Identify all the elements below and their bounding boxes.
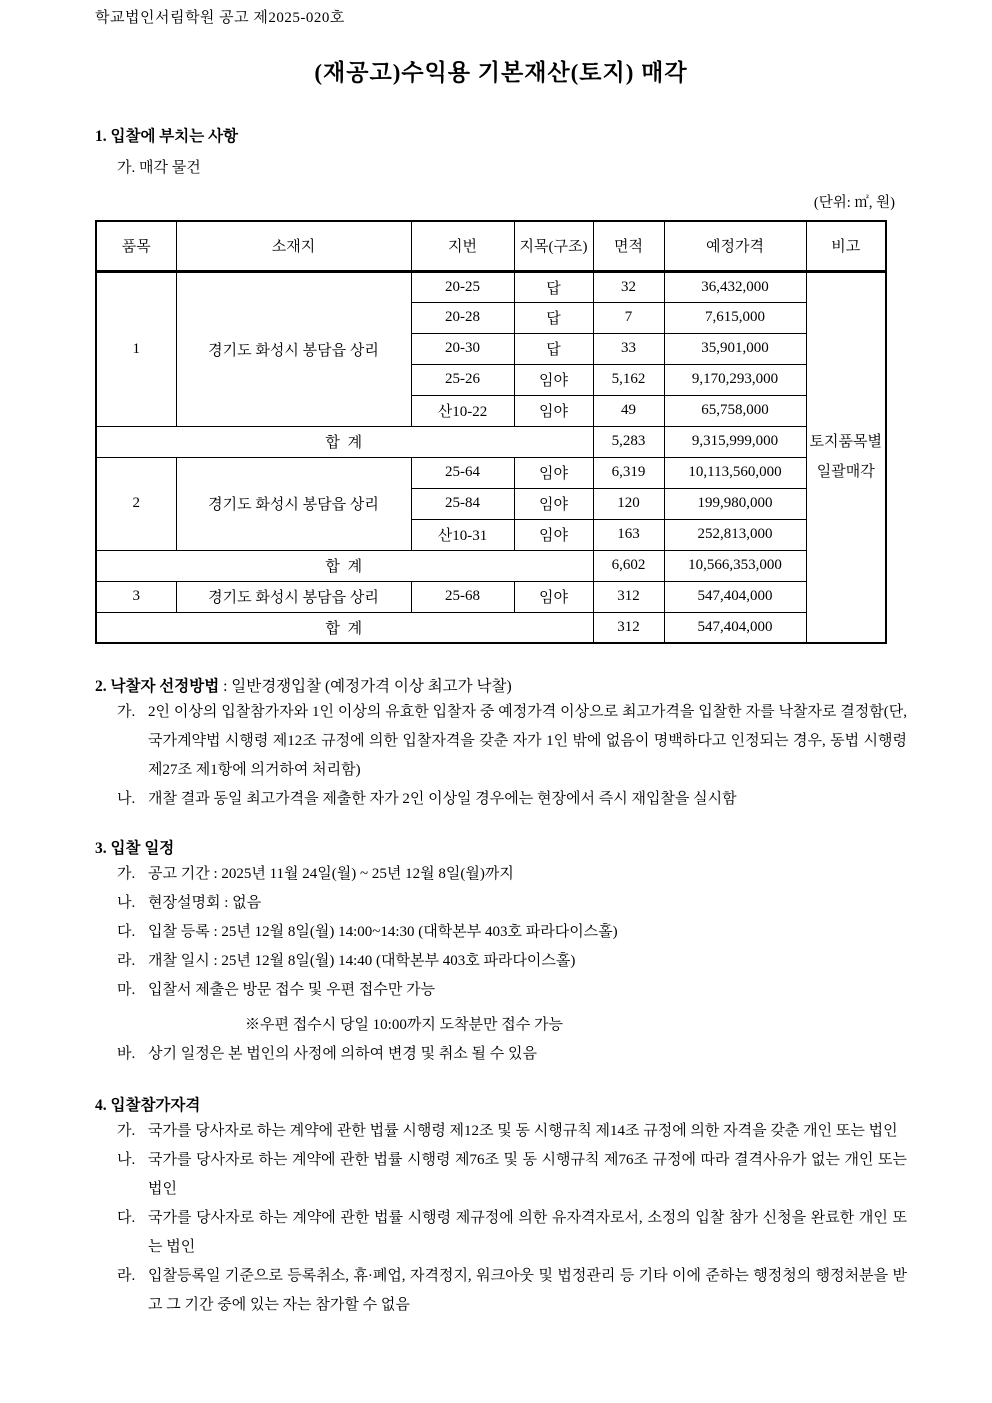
section4-item-ra — [95, 1262, 907, 1320]
cell-jibun: 25-26 — [411, 364, 514, 395]
cell-total-label: 합 계 — [96, 426, 593, 457]
section2-heading-rest: : 일반경쟁입찰 (예정가격 이상 최고가 낙찰) — [219, 678, 512, 695]
table-total-row — [96, 426, 886, 457]
section3-item-ra — [95, 947, 907, 976]
item-marker: 다. — [117, 1210, 136, 1226]
cell-category: 임야 — [514, 519, 593, 550]
item-text: 상기 일정은 본 법인의 사정에 의하여 변경 및 취소 될 수 있음 — [148, 1046, 538, 1062]
item-text: 2인 이상의 입찰참가자와 1인 이상의 유효한 입찰자 중 예정가격 이상으로 최고가격을 입찰한 자를 낙찰자로 결정함(단, 국가계약법 시행령 제12조 규정에 의한 입찰자격을 갖춘 자가 1인 밖에 없음이 명백하다고 인정되는 경우, 동법 시행령 제27조 제1항에 의거하여 처리함) — [148, 704, 907, 778]
section1-sub-marker: 가. — [117, 160, 136, 176]
item-marker: 라. — [117, 953, 136, 969]
cell-area: 163 — [593, 519, 664, 550]
remark-line-2: 일괄매각 — [816, 464, 875, 481]
section4-heading-text: 4. 입찰참가자격 — [95, 1097, 201, 1114]
section1-heading — [95, 126, 907, 148]
col-header-item: 품목 — [96, 221, 176, 271]
cell-location: 경기도 화성시 봉담읍 상리 — [176, 581, 411, 612]
item-text: 국가를 당사자로 하는 계약에 관한 법률 시행령 제76조 및 동 시행규칙 제76조 규정에 따라 결격사유가 없는 개인 또는 법인 — [148, 1152, 907, 1197]
section2-item-ga — [95, 698, 907, 785]
cell-total-area: 312 — [593, 612, 664, 643]
item-text: 공고 기간 : 2025년 11월 24일(월) ~ 25년 12월 8일(월)까지 — [148, 866, 514, 882]
page-title: (재공고)수익용 기본재산(토지) 매각 — [314, 60, 688, 85]
cell-total-price: 547,404,000 — [664, 612, 806, 643]
cell-jibun: 20-30 — [411, 333, 514, 364]
document-content — [95, 0, 907, 1320]
item-text: 개찰 일시 : 25년 12월 8일(월) 14:40 (대학본부 403호 파라다이스홀) — [148, 953, 576, 969]
sale-items-table — [95, 220, 887, 644]
item-marker: 마. — [117, 982, 136, 998]
cell-jibun: 산10-31 — [411, 519, 514, 550]
col-header-remark: 비고 — [806, 221, 886, 271]
cell-total-area: 5,283 — [593, 426, 664, 457]
table-row — [96, 271, 886, 302]
cell-price: 547,404,000 — [664, 581, 806, 612]
cell-category: 답 — [514, 333, 593, 364]
section3-heading — [95, 838, 907, 860]
cell-item-no: 3 — [96, 581, 176, 612]
cell-total-label: 합 계 — [96, 550, 593, 581]
table-total-row — [96, 550, 886, 581]
col-header-category: 지목(구조) — [514, 221, 593, 271]
doc-number: 학교법인서림학원 공고 제2025-020호 — [95, 10, 345, 26]
cell-jibun: 25-84 — [411, 488, 514, 519]
item-text: 개찰 결과 동일 최고가격을 제출한 자가 2인 이상일 경우에는 현장에서 즉시 재입찰을 실시함 — [148, 791, 737, 807]
cell-category: 임야 — [514, 488, 593, 519]
cell-total-price: 9,315,999,000 — [664, 426, 806, 457]
item-marker: 나. — [117, 791, 136, 807]
cell-price: 65,758,000 — [664, 395, 806, 426]
cell-area: 120 — [593, 488, 664, 519]
cell-area: 312 — [593, 581, 664, 612]
remark-line-1: 토지품목별 — [809, 434, 882, 451]
cell-jibun: 산10-22 — [411, 395, 514, 426]
col-header-location: 소재지 — [176, 221, 411, 271]
section1-heading-text: 1. 입찰에 부치는 사항 — [95, 128, 239, 145]
section3-item-na — [95, 889, 907, 918]
section4-heading — [95, 1095, 907, 1117]
cell-jibun: 25-64 — [411, 457, 514, 488]
item-marker: 라. — [117, 1268, 136, 1284]
item-text: 입찰서 제출은 방문 접수 및 우편 접수만 가능 — [148, 982, 436, 998]
item-marker: 다. — [117, 924, 136, 940]
cell-total-area: 6,602 — [593, 550, 664, 581]
section4-item-da — [95, 1204, 907, 1262]
cell-price: 252,813,000 — [664, 519, 806, 550]
cell-jibun: 20-28 — [411, 302, 514, 333]
section3-item-ga — [95, 860, 907, 889]
cell-total-price: 10,566,353,000 — [664, 550, 806, 581]
unit-note: (단위: ㎡, 원) — [813, 195, 895, 211]
postal-note: ※우편 접수시 당일 10:00까지 도착분만 접수 가능 — [245, 1017, 563, 1033]
cell-category: 임야 — [514, 457, 593, 488]
item-text: 국가를 당사자로 하는 계약에 관한 법률 시행령 제12조 및 동 시행규칙 제14조 규정에 의한 자격을 갖춘 개인 또는 법인 — [148, 1123, 898, 1139]
section1-subitem — [95, 157, 907, 179]
item-marker: 바. — [117, 1046, 136, 1062]
item-text: 현장설명회 : 없음 — [148, 895, 262, 911]
table-header-row — [96, 221, 886, 271]
cell-area: 6,319 — [593, 457, 664, 488]
section3-item-ba — [95, 1040, 907, 1069]
item-marker: 나. — [117, 1152, 136, 1168]
item-marker: 가. — [117, 866, 136, 882]
item-text: 국가를 당사자로 하는 계약에 관한 법률 시행령 제규정에 의한 유자격자로서, 소정의 입찰 참가 신청을 완료한 개인 또는 법인 — [148, 1210, 907, 1255]
cell-location: 경기도 화성시 봉담읍 상리 — [176, 271, 411, 426]
section3-item-ma — [95, 976, 907, 1005]
cell-area: 7 — [593, 302, 664, 333]
cell-price: 9,170,293,000 — [664, 364, 806, 395]
section4-item-na — [95, 1146, 907, 1204]
cell-jibun: 25-68 — [411, 581, 514, 612]
cell-item-no: 1 — [96, 271, 176, 426]
section3-item-da — [95, 918, 907, 947]
item-marker: 가. — [117, 1123, 136, 1139]
cell-category: 답 — [514, 271, 593, 302]
section3-heading-text: 3. 입찰 일정 — [95, 840, 175, 857]
cell-area: 33 — [593, 333, 664, 364]
table-total-row — [96, 612, 886, 643]
item-marker: 나. — [117, 895, 136, 911]
section2-item-na — [95, 785, 907, 814]
cell-item-no: 2 — [96, 457, 176, 550]
section2-heading-bold: 2. 낙찰자 선정방법 — [95, 678, 220, 695]
cell-price: 199,980,000 — [664, 488, 806, 519]
cell-area: 32 — [593, 271, 664, 302]
section4-item-ga — [95, 1117, 907, 1146]
cell-location: 경기도 화성시 봉담읍 상리 — [176, 457, 411, 550]
cell-category: 임야 — [514, 581, 593, 612]
cell-category: 임야 — [514, 395, 593, 426]
cell-category: 임야 — [514, 364, 593, 395]
cell-price: 7,615,000 — [664, 302, 806, 333]
cell-remark — [806, 271, 886, 643]
cell-area: 5,162 — [593, 364, 664, 395]
table-row — [96, 457, 886, 488]
item-text: 입찰 등록 : 25년 12월 8일(월) 14:00~14:30 (대학본부 403호 파라다이스홀) — [148, 924, 618, 940]
cell-area: 49 — [593, 395, 664, 426]
cell-category: 답 — [514, 302, 593, 333]
item-text: 입찰등록일 기준으로 등록취소, 휴·폐업, 자격정지, 워크아웃 및 법정관리 등 기타 이에 준하는 행정청의 행정처분을 받고 그 기간 중에 있는 자는 참가할 수 없음 — [148, 1268, 907, 1313]
cell-total-label: 합 계 — [96, 612, 593, 643]
table-row — [96, 581, 886, 612]
item-marker: 가. — [117, 704, 136, 720]
cell-price: 35,901,000 — [664, 333, 806, 364]
section2-heading — [95, 676, 907, 698]
col-header-price: 예정가격 — [664, 221, 806, 271]
col-header-jibun: 지번 — [411, 221, 514, 271]
section1-sub-text: 매각 물건 — [139, 160, 201, 176]
cell-price: 10,113,560,000 — [664, 457, 806, 488]
cell-price: 36,432,000 — [664, 271, 806, 302]
cell-jibun: 20-25 — [411, 271, 514, 302]
col-header-area: 면적 — [593, 221, 664, 271]
